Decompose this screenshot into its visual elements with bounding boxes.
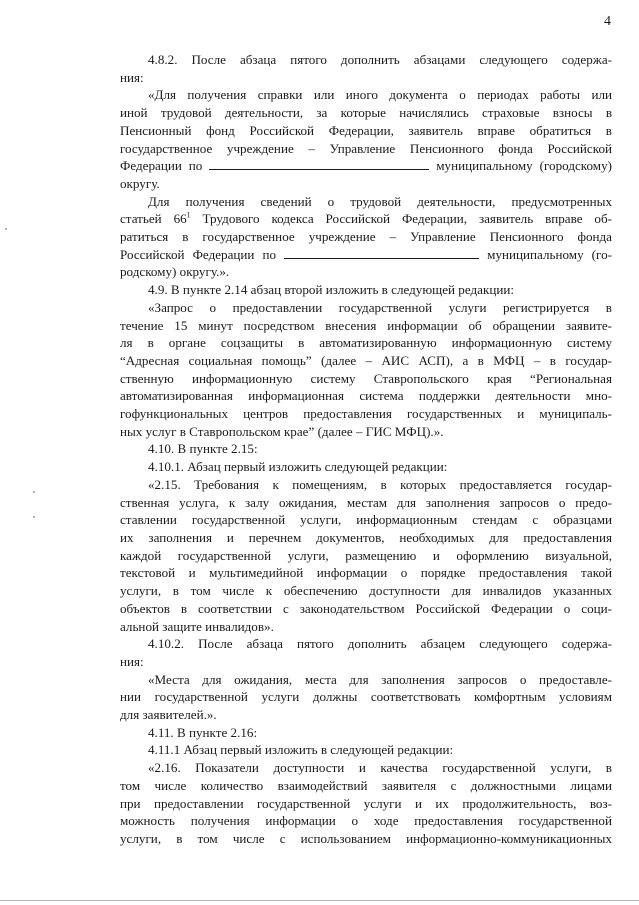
superscript: 1 — [186, 210, 191, 220]
scan-speck — [33, 491, 35, 493]
text-line: ственную информационную систему Ставропольского края “Региональная — [120, 370, 612, 386]
text-line: 4.11.1 Абзац первый изложить в следующей редакции: — [148, 742, 454, 758]
text-line: том числе количество взаимодействий заявителя с должностными лицами — [120, 777, 612, 793]
text-line: их заполнения и перечнем документов, необходимых для предоставления — [120, 529, 612, 545]
text-line: текстовой и мультимедийной информации о порядке предоставления такой — [120, 565, 612, 581]
text-line: нии государственной услуги должны соответствовать комфортным условиям — [120, 689, 612, 705]
text-line: каждой государственной услуги, размещению и оформлению визуальной, — [120, 547, 612, 563]
text-line: 4.10. В пункте 2.15: — [148, 441, 258, 457]
text-line: «Места для ожидания, места для заполнения запросов о предоставле- — [148, 671, 612, 687]
text-line: ратиться в государственное учреждение – Управление Пенсионного фонда — [120, 229, 612, 245]
line-text: муниципальному (городскому) — [436, 158, 612, 174]
text-line: родскому) округу.». — [120, 264, 230, 280]
blank-line — [284, 246, 479, 259]
line-text: Российской Федерации по — [120, 246, 277, 262]
text-line: ния: — [120, 653, 144, 669]
line-text: Федерации по — [120, 158, 203, 174]
text-line: «Запрос о предоставлении государственной услуги регистрируется в — [148, 299, 612, 315]
text-line: при предоставлении государственной услуги и их продолжительность, воз- — [120, 795, 612, 811]
text-line: ля в органе соцзащиты в автоматизированную информационную систему — [120, 335, 612, 351]
text-line: 4.9. В пункте 2.14 абзац второй изложить в следующей редакции: — [148, 282, 514, 298]
document-body — [120, 51, 612, 848]
text-line: 4.10.2. После абзаца пятого дополнить абзацем следующего содержа- — [148, 636, 612, 652]
text-line — [120, 210, 612, 228]
text-line: течение 15 минут посредством внесения информации об обращении заявите- — [120, 317, 612, 333]
text-line: “Адресная социальная помощь” (далее – АИС АСП), а в МФЦ – в государ- — [120, 352, 612, 368]
line-text: муниципальному (го- — [487, 246, 612, 262]
text-line: объектов в соответствии с законодательством Российской Федерации о соци- — [120, 600, 612, 616]
text-line: альной защите инвалидов». — [120, 618, 274, 634]
text-line: «Для получения справки или иного документа о периодах работы или — [148, 87, 612, 103]
text-line: услуги, в том числе к обеспечению доступности для инвалидов указанных — [120, 583, 612, 599]
text-line: «2.16. Показатели доступности и качества государственной услуги, в — [148, 760, 612, 776]
text-line: государственное учреждение – Управление Пенсионного фонда Российской — [120, 140, 612, 156]
text-line: Пенсионный фонд Российской Федерации, заявитель вправе обратиться в — [120, 122, 612, 138]
scan-speck — [5, 228, 7, 230]
text-line: ных услуг в Ставропольском крае” (далее – ГИС МФЦ).». — [120, 423, 444, 439]
scan-speck — [33, 516, 35, 518]
page-number: 4 — [604, 14, 611, 29]
text-line: ставлении государственной услуги, информационным стендам с образцами — [120, 512, 612, 528]
text-line: 4.8.2. После абзаца пятого дополнить абзацами следующего содержа- — [148, 52, 612, 67]
text-line: автоматизированная информационная система поддержки деятельности мно- — [120, 388, 612, 404]
text-line: иной трудовой деятельности, за которые начислялись страховые взносы в — [120, 105, 612, 121]
scan-edge-line — [0, 900, 639, 901]
text-line — [120, 157, 612, 175]
text-line: 4.11. В пункте 2.16: — [148, 724, 258, 740]
text-line: ния: — [120, 69, 144, 85]
text-line — [120, 246, 612, 264]
text-line: округу. — [120, 175, 160, 191]
line-text: статьей 66 — [120, 211, 187, 227]
text-line: Для получения сведений о трудовой деятельности, предусмотренных — [148, 193, 612, 209]
text-line: можность получения информации о ходе предоставления государственной — [120, 813, 612, 829]
text-line: «2.15. Требования к помещениям, в которых предоставляется государ- — [148, 476, 612, 492]
text-line: услуги, в том числе с использованием информационно-коммуникационных — [120, 830, 612, 846]
text-line: для заявителей.». — [120, 707, 217, 723]
blank-line — [209, 157, 429, 170]
text-line: гофункциональных центров предоставления государственных и муниципаль- — [120, 406, 612, 422]
text-line: 4.10.1. Абзац первый изложить следующей редакции: — [148, 459, 448, 475]
text-line: ственная услуга, к залу ожидания, местам для заполнения запросов о предо- — [120, 494, 612, 510]
line-text: Трудового кодекса Российской Федерации, заявитель вправе об- — [190, 211, 612, 227]
